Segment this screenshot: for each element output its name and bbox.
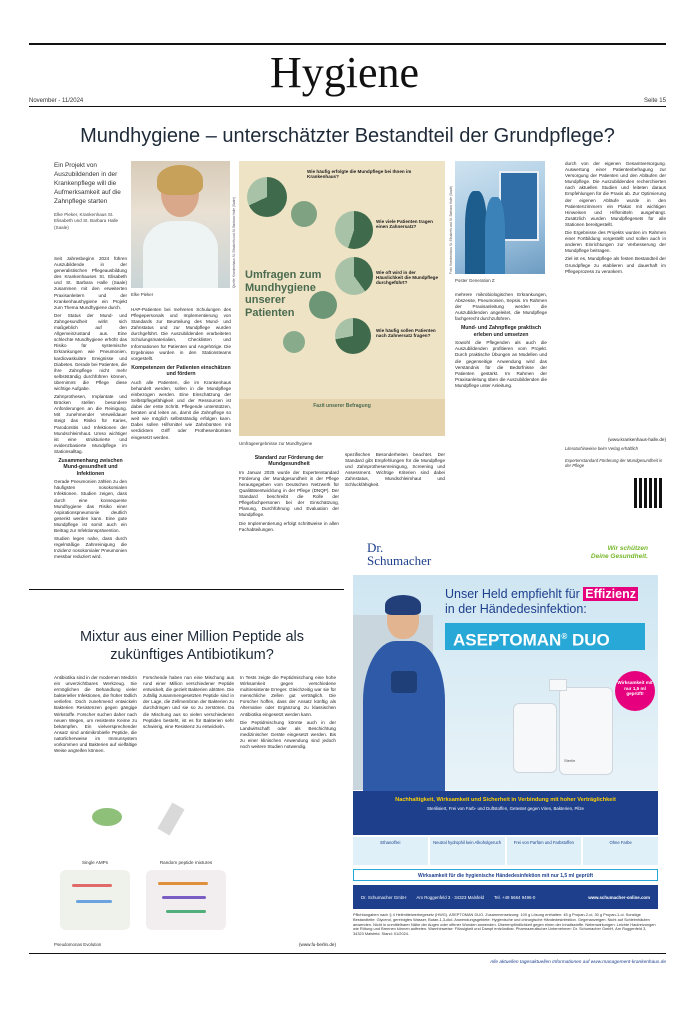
ad-contact-bar: Dr. Schumacher GmbH Am Roggenfeld 3 · 34323 Malsfeld Tel. +49 5664 9496-0 www.schumacher-online.com — [353, 885, 658, 909]
article-headline: Mundhygiene – unterschätzter Bestandteil der Grundpflege? — [80, 125, 615, 147]
qr-code[interactable] — [634, 478, 664, 508]
section-title: Hygiene — [269, 48, 420, 97]
portrait-hair — [157, 165, 203, 195]
bacteria-cluster — [92, 808, 122, 826]
peptide-panel — [146, 870, 226, 930]
ad-product-banner: ASEPTOMAN® DUO — [445, 623, 645, 650]
infographic-bubble — [283, 331, 305, 353]
section-divider — [29, 589, 344, 590]
source-link[interactable]: (www.fu-berlin.de) — [298, 942, 336, 947]
infographic-question: Wie oft wird in der Häuslichkeit die Mundpflege durchgeführt? — [376, 270, 439, 286]
infographic-footer — [239, 399, 445, 436]
infographic — [239, 161, 445, 436]
feature-item: Ohne Farbe — [583, 837, 658, 865]
paragraph: Seit Jahresbeginn 2024 führen Auszubildende in der generalistischen Pflegeausbildung des Krankenhauses St. Elisabeth und St. Barbara Halle (Saale) zusammen mit den erweiterten Praxisanleitern und der Krankenhaushygiene ein Projekt zum Thema Mundhygiene durch. — [54, 256, 127, 310]
ad-website-link[interactable]: www.schumacher-online.com — [588, 894, 650, 900]
paragraph: Der Status der Mund- und Zahngesundheit wirkt sich maßgeblich auf den Allgemeinzustand aus. Eine schlechte Mundhygiene erhöht das Risiko für systemische Erkrankungen wie Pneumonien, kardiovaskuläre Ereignisse und Diabetes. Gerade bei Patienten, die ihre Zahnpflege nicht mehr selbstständig durchführen können, übernimmt die Pflege diese wichtige Aufgabe. — [54, 312, 127, 391]
photo-caption: Poster Generation Z — [455, 278, 495, 283]
paragraph: Die Implementierung erfolgt schrittweise in allen Fachabteilungen. — [239, 520, 339, 532]
paragraph: Gerade Pneumonien zählen zu den häufigsten nosokomialen Infektionen. Studien zeigen, dass durch eine konsequente Mundhygiene das Risiko einer Aspirationspneumonie deutlich gesenkt werden kann. Eine gute Mundpflege ist somit auch ein Beitrag zur Infektionsprävention. — [54, 479, 127, 533]
infographic-caption: Umfrageergebnisse zur Mundhygiene — [239, 441, 313, 446]
ad-features — [353, 837, 658, 865]
ad-pharma-text: Pflichtangaben nach § 4 Heilmittelwerbegesetz (HWG). ASEPTOMAN DUO. Zusammensetzung: 100 g Lösung enthalten: 45 g Propan-2-ol, 30 g Propan-1-ol. Sonstige Bestandteile: Glycerol, gereinigtes Wasser, Butan-1,3-diol. Anwendungsgebiete: Hygienische und chirurgische Händedesinfektion. Gegenanzeigen: Nicht auf Schleimhäuten anwenden. Nicht in unmittelbarer Nähe der Augen oder offener Wunden anwenden. Überempfindlichkeit gegen einen der Inhaltsstoffe. Nebenwirkungen: Leichte Hautreizungen wie Rötung und Brennen können auftreten. Warnhinweise: Flüssigkeit und Dampf entzündbar. Pharmazeutischer Unternehmer: Dr. Schumacher GmbH, Am Roggenfeld 3, 34323 Malsfeld. Stand: 01/2024. — [353, 913, 656, 937]
portrait-body — [143, 221, 218, 288]
paragraph: In Tests zeigte die Peptidmischung eine hohe Wirksamkeit gegen verschiedene multiresistente Erreger. Gleichzeitig war sie für menschliche Zellen gut verträglich. Die Forscher hoffen, dass der Ansatz künftig als Alternative oder Ergänzung zu klassischen Antibiotika eingesetzt werden kann. — [240, 675, 336, 717]
peptide-strand — [72, 884, 112, 887]
ad-headline: Unser Held empfiehlt für Effizienz in der Händedesinfektion: — [445, 587, 636, 616]
pipette-icon — [157, 803, 184, 836]
header-rule — [29, 106, 666, 107]
ad-brand-mark: Dr. Schumacher — [367, 540, 432, 568]
paragraph: Antibiotika sind in der modernen Medizin ein unverzichtbares Werkzeug. Sie ermöglichen die Behandlung vieler bakterieller Infektionen, die früher tödlich verliefen. Doch zunehmend entwickeln Bakterien Resistenzen gegen gängige Wirkstoffe. Forscher suchen daher nach neuen Wegen, um resistente Keime zu bekämpfen. Ein vielversprechender Ansatz sind antimikrobielle Peptide, die natürlicherweise im Immunsystem vorkommen und Bakterien auf vielfältige Weise angreifen können. — [54, 675, 137, 754]
article-column-1 — [54, 256, 127, 582]
nurse-figure — [465, 191, 487, 274]
photo-caption: Elke Pieker — [131, 292, 154, 297]
infographic-title: Umfragen zum Mundhygiene unserer Patienten — [245, 269, 322, 319]
bottle — [549, 679, 567, 691]
article-lead: Ein Projekt von Auszubildenden in der Krankenpflege will die Aufmerksamkeit auf die Zahnpflege starten — [54, 162, 121, 205]
paragraph: spezifischen Besonderheiten beachtet. Der Standard gibt Empfehlungen für die Mundpflege und Zahnprothesenreinigung, Screening und Assessment. Wichtige Kriterien sind dabei Zahnstatus, Mundschleimhaut und Schluckfähigkeit. — [345, 452, 445, 488]
paragraph: Studien legen nahe, dass durch regelmäßige Zahnreinigung die Inzidenz nosokomialer Pneumonien messbar reduziert wird. — [54, 536, 127, 560]
figure-label: Single AMPs — [81, 860, 109, 865]
infographic-bubble — [335, 257, 373, 295]
infographic-conclusion: Fazit unserer Befragung — [313, 403, 371, 409]
issue-date: November - 11/2024 — [29, 98, 84, 104]
top-rule — [29, 43, 666, 45]
subheading: Mund- und Zahnpflege praktisch erleben und umsetzen — [460, 325, 542, 338]
footnote: Expertenstandard Förderung der Mundgesundheit in der Pflege — [565, 458, 663, 468]
peptide-figure — [54, 800, 234, 938]
peptide-strand — [158, 882, 208, 885]
portrait-photo — [131, 161, 230, 288]
paragraph: Ziel ist es, Mundpflege als festen Bestandteil der Grundpflege zu etablieren und dauerhaft im Pflegeprozess zu verankern. — [565, 256, 666, 274]
article-column-5 — [455, 292, 547, 532]
infographic-question: Wie häufig sollen Patienten nach Zahnersatz fragen? — [376, 328, 436, 339]
footnote: Literaturhinweise beim Verlag erhältlich — [565, 446, 638, 451]
paragraph: Forschende haben nun eine Mischung aus rund einer Million verschiedener Peptide entwickelt, die gezielt Bakterien abtöten. Die zufällig zusammengesetzten Peptide sind in der Lage, die Zellmembran der Bakterien zu durchdringen und sie so zu zerstören. Da die Mischung aus so vielen verschiedenen Peptiden besteht, ist es für Bakterien sehr schwierig, eine Resistenz zu entwickeln. — [143, 675, 234, 729]
subheading: Standard zur Förderung der Mundgesundheit — [254, 455, 324, 468]
bottle — [513, 703, 557, 773]
photo-credit: Quelle: Krankenhaus St. Elisabeth und St. Barbara Halle (Saale) — [232, 196, 236, 288]
peptide-strand — [166, 910, 206, 913]
footer-rule — [29, 953, 666, 954]
infographic-bubble — [291, 201, 317, 227]
feature-item: Ethanolfrei — [353, 837, 428, 865]
article2-column-1 — [54, 675, 137, 797]
poster-board — [499, 171, 539, 241]
infographic-question: Wie viele Patienten tragen einen Zahnersatz? — [376, 219, 433, 230]
peptide-strand — [76, 900, 112, 903]
figure-label: Random peptide mixtures — [159, 860, 213, 865]
paragraph: Zahnprothesen, Implantate und Brücken stellen besondere Anforderungen an die Reinigung. Mit zunehmender Verweildauer steigt das Risiko für Karies, Parodontitis und Infektionen der Mundschleimhaut. Umso wichtiger ist eine strukturierte und evidenzbasierte Mundpflege im Stationsalltag. — [54, 394, 127, 454]
article-column-3 — [239, 452, 339, 582]
source-link[interactable]: (www.krankenhaus-halle.de) — [608, 437, 666, 442]
ad-badge: Wirksamkeit mit nur 1,5 ml geprüft! — [615, 671, 655, 711]
paragraph: Die Peptidmischung könnte auch in der Landwirtschaft oder als Beschichtung medizinischer Geräte eingesetzt werden. Bis zu einer klinischen Anwendung sind jedoch noch weitere Studien notwendig. — [240, 719, 336, 750]
footer-note: Alle aktuellen tagesaktuellen Informationen auf www.management-krankenhaus.de — [490, 960, 666, 965]
page-number: Seite 15 — [643, 98, 666, 104]
paragraph: mehrere mikrobiologischen Erkrankungen, Abszesse, Pneumonien, Sepsis. Im Rahmen der Praxisanleitung werden die Auszubildenden angeleitet, die Mundpflege fachgerecht durchzuführen. — [455, 292, 547, 322]
hero-mask — [385, 595, 421, 615]
ad-slogan: Wir schützen Deine Gesundheit. — [590, 545, 648, 560]
paragraph: HAP-Patienten bei mehreren Schulungen des Pflegepersonals und Implementierung von Standards zur Beurteilung des Mund- und Zahnstatus und zur Mundpflege wurden durchgeführt. Die Auszubildenden erarbeiteten Schulungsmaterialien, Checklisten und Informationen für Patienten und Angehörige. Die Ergebnisse wurden in den Stationsteams vorgestellt. — [131, 307, 231, 361]
feature-item: Frei von Parfüm und Farbstoffen — [507, 837, 582, 865]
hero-emblem — [391, 671, 417, 693]
subheading: Kompetenzen der Patienten einschätzen und fördern — [131, 364, 231, 378]
article-column-6 — [565, 161, 666, 441]
hero-body — [363, 641, 445, 791]
infographic-bubble — [335, 318, 371, 354]
article-column-4 — [345, 452, 445, 532]
figure-caption: Pseudomonas Evolution — [54, 942, 102, 947]
paragraph: Im Januar 2025 wurde der Expertenstandard Förderung der Mundgesundheit in der Pflege herausgegeben vom Deutschen Netzwerk für Qualitätsentwicklung in der Pflege (DNQP). Der Standard beschreibt die Rolle der Pflegefachpersonen bei der Einschätzung, Planung, Durchführung und Evaluation der Mundpflege. — [239, 469, 339, 518]
subheading: Zusammenhang zwischen Mund-gesundheit und Infektionen — [58, 458, 123, 477]
ad-highlight: Wirksamkeit für die hygienische Händedesinfektion mit nur 1,5 ml geprüft — [353, 869, 658, 881]
byline: Elke Pieker, Krankenhaus St. Elisabeth und St. Barbara Halle (Saale) — [54, 212, 119, 230]
article-headline: Mixtur aus einer Million Peptide als zukünftiges Antibiotikum? — [79, 629, 305, 663]
paragraph: durch von der eigenen Gesamtversorgung. Auswertung einer Patientenbefragung zur Versorgung der Patienten und den Abläufen der Mundpflege. Die Auszubildenden recherchierten nach aktuellen Studien und leiteten daraus Empfehlungen für die Praxis ab. Zur Optimierung der eigenen Abläufe wurde in den Patientenzimmern ein Plakat mit wichtigen Hinweisen und Hilfsmitteln ausgehängt. Zusätzlich wurden Mundpflegesets für alle Stationen bereitgestellt. — [565, 161, 666, 227]
paragraph: Die Ergebnisse des Projekts wurden im Rahmen einer Fortbildung vorgestellt und sollen auch in anderen Einrichtungen zur Verbesserung der Mundpflege beitragen. — [565, 230, 666, 254]
peptide-strand — [162, 896, 206, 899]
photo-credit: Foto: Krankenhaus St. Elisabeth und St. Barbara Halle (Saale) — [449, 185, 453, 274]
feature-item: Neutral hydrophil kein Alkoholgeruch — [430, 837, 505, 865]
bottle-label: Sterile — [564, 758, 576, 763]
article-column-2 — [131, 307, 231, 582]
infographic-bubble — [335, 211, 373, 249]
infographic-bubble — [247, 177, 287, 217]
poster-photo — [455, 161, 545, 274]
ad-headline-emphasis: Effizienz — [585, 587, 636, 601]
paragraph: Sowohl die Pflegenden als auch die Auszubildenden profitieren vom Projekt. Durch praktische Übungen an Modellen und die gegenseitige Anwendung wird das Verständnis für die Bedürfnisse der Patienten gestärkt. Im Rahmen der Praxisanleitung üben die Auszubildenden die Mundpflege unter Anleitung. — [455, 340, 547, 388]
article2-column-3 — [240, 675, 336, 935]
nurse-figure — [485, 197, 505, 274]
paragraph: Auch alle Patienten, die im Krankenhaus behandelt werden, sollen in die Mundpflege einbezogen werden. Eine Einschätzung der Selbstpflegefähigkeit und der Ressourcen ist dabei der erste Schritt. Pflegende unterstützen, beraten und leiten an, damit die Zahnpflege so weit wie möglich selbstständig erfolgen kann. Dabei sollen Hilfsmittel wie Zahnbürsten mit verdicktem Griff oder Prothesenbürsten eingesetzt werden. — [131, 379, 231, 440]
ad-dr-schumacher[interactable] — [345, 525, 666, 951]
bottle — [559, 687, 613, 775]
infographic-question: Wie häufig erfolgte die Mundpflege bei Ihnen im Krankenhaus? — [307, 169, 412, 180]
ad-benefits: Nachhaltigkeit, Wirksamkeit und Sicherheit in Verbindung mit hoher Verträglichkeit Sterilisiert, Frei von Farb- und Duftstoffen, Getestet gegen Viren, Bakterien, Pilze — [353, 791, 658, 835]
